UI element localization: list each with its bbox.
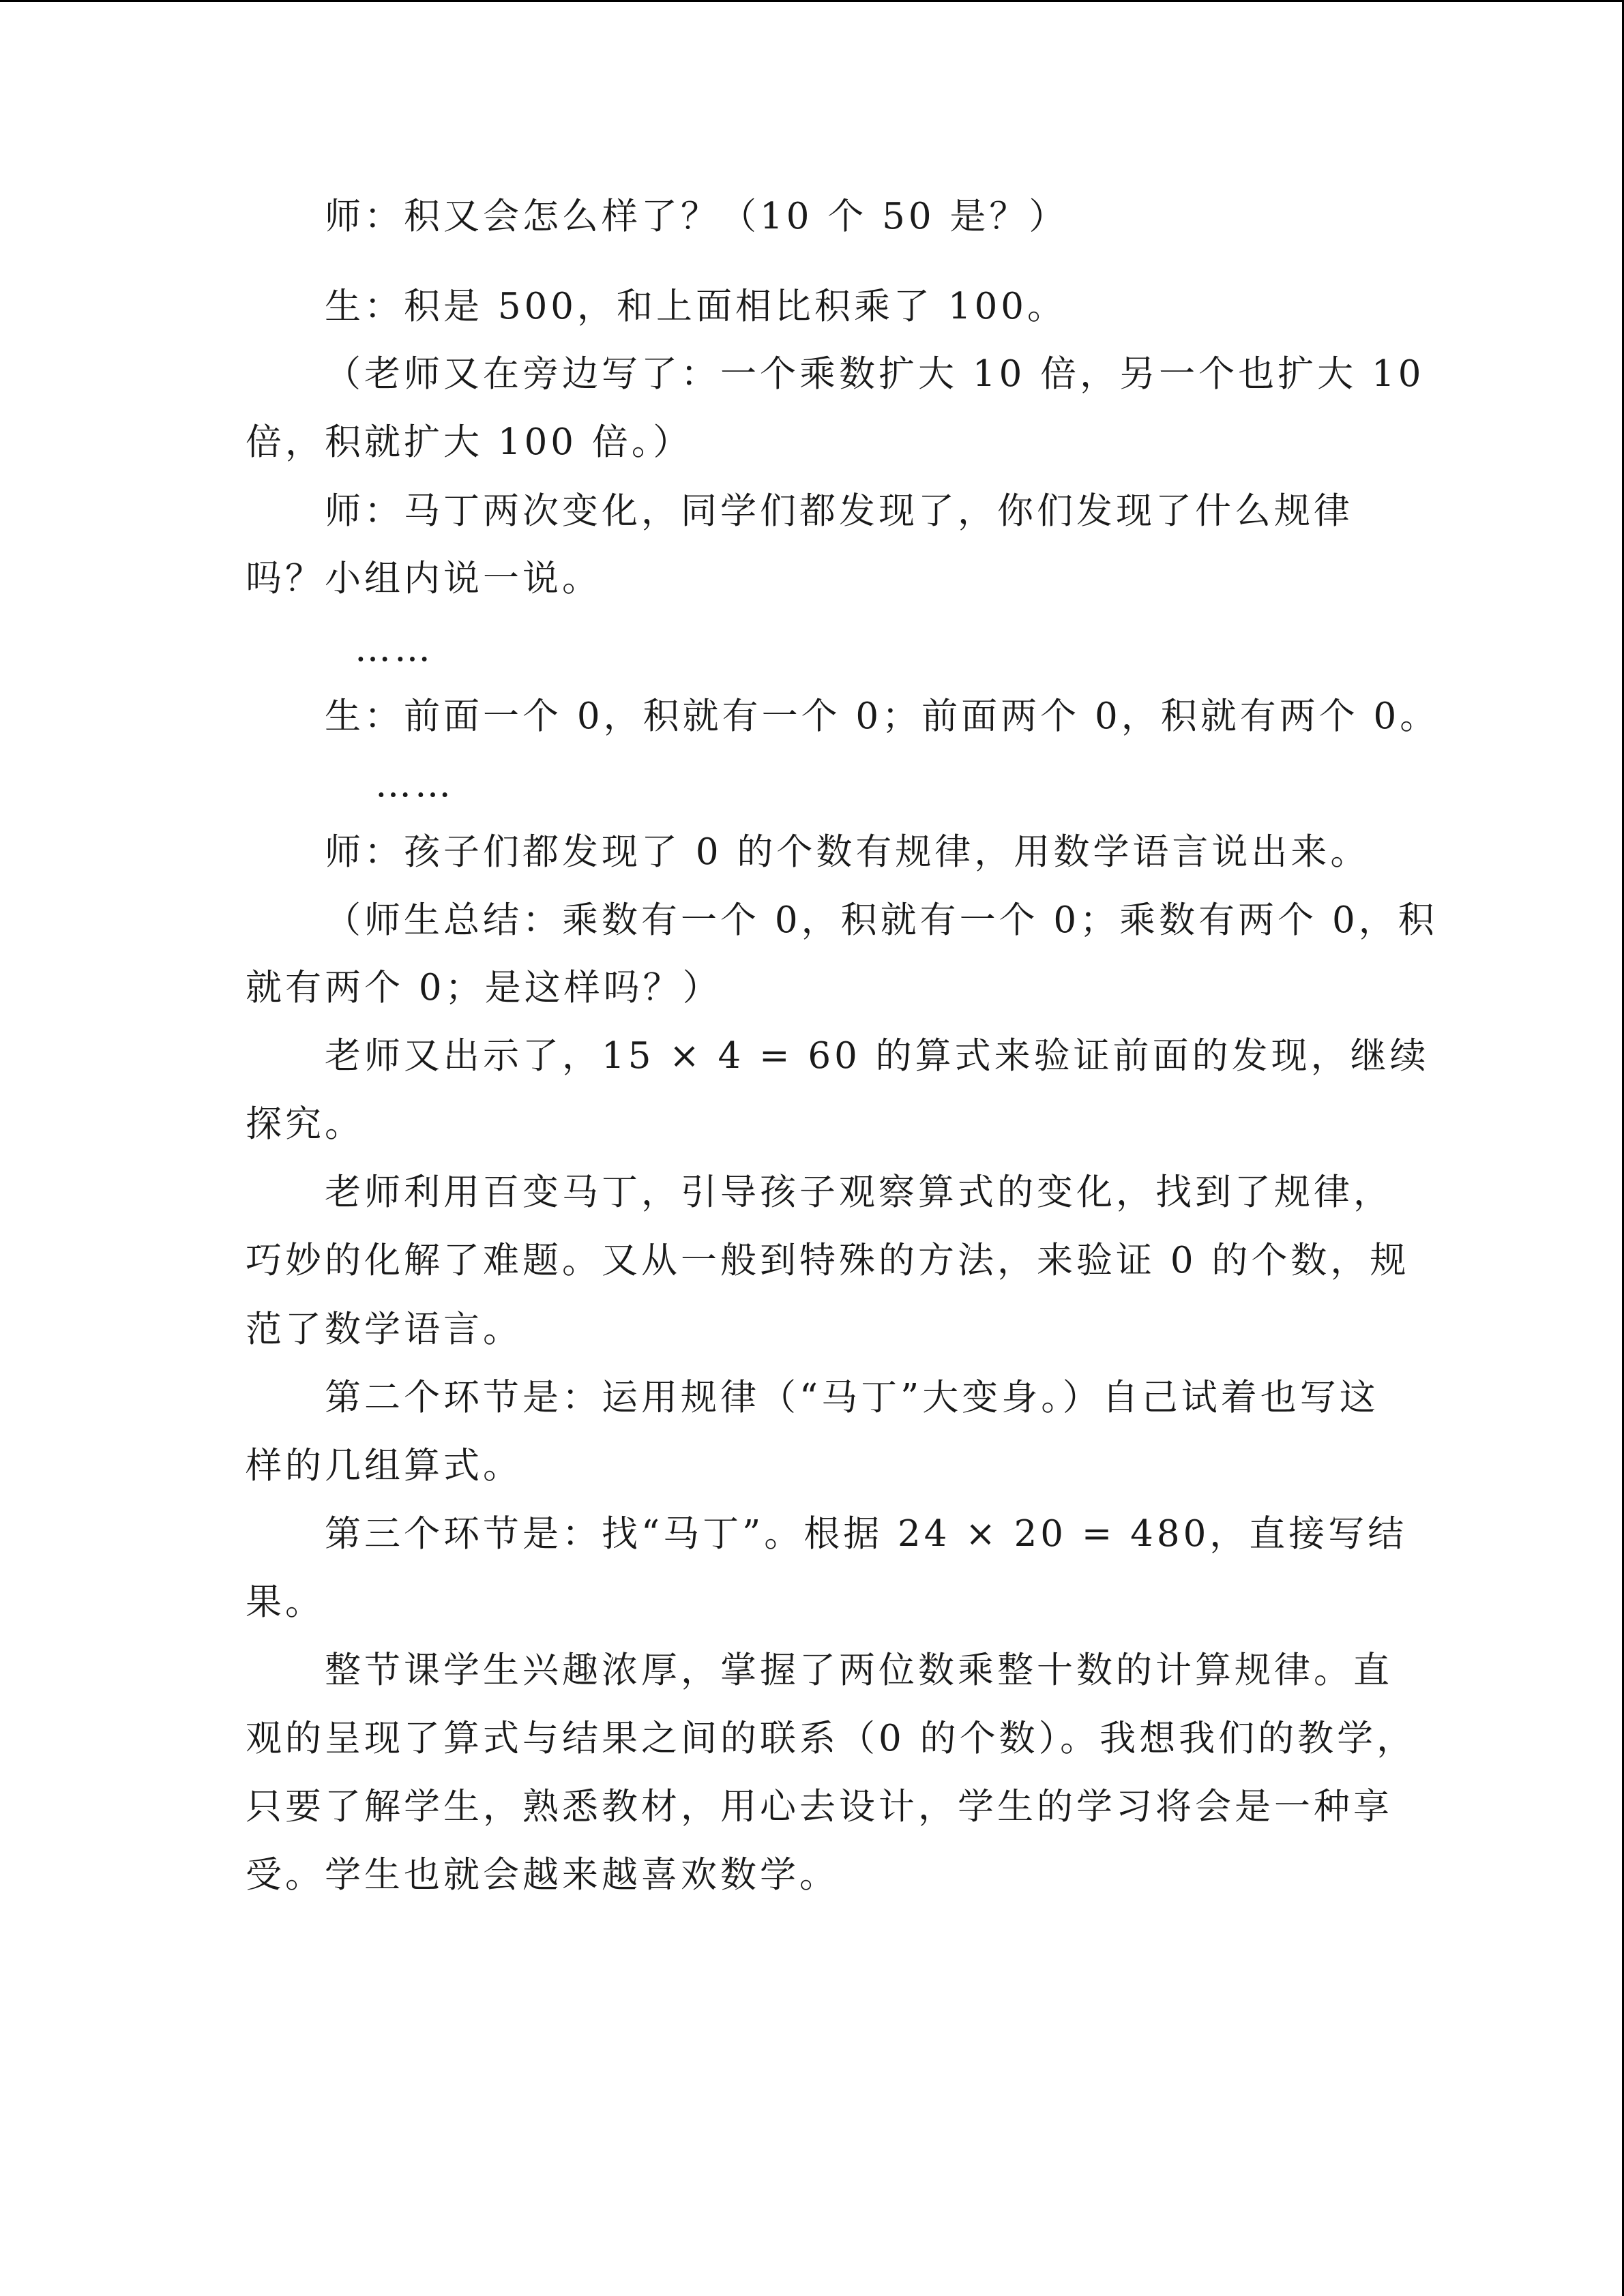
text-line-8: 师：孩子们都发现了 0 的个数有规律，用数学语言说出来。 xyxy=(325,831,1370,873)
text-line-20: 整节课学生兴趣浓厚，掌握了两位数乘整十数的计算规律。直 xyxy=(325,1650,1393,1691)
text-line-6: 吗？小组内说一说。 xyxy=(246,558,602,599)
text-line-18: 第三个环节是：找“马丁”。根据 24 × 20 = 480，直接写结 xyxy=(325,1513,1408,1555)
text-line-1: 师：积又会怎么样了？（10 个 50 是？） xyxy=(325,196,1069,237)
top-border-rule xyxy=(0,0,1624,2)
ellipsis-line-1: …… xyxy=(355,628,434,670)
text-line-15: 范了数学语言。 xyxy=(246,1309,522,1350)
text-line-2: 生：积是 500，和上面相比积乘了 100。 xyxy=(325,286,1067,327)
text-line-23: 受。学生也就会越来越喜欢数学。 xyxy=(246,1854,839,1896)
text-line-14: 巧妙的化解了难题。又从一般到特殊的方法，来验证 0 的个数，规 xyxy=(246,1240,1410,1281)
text-line-21: 观的呈现了算式与结果之间的联系（0 的个数）。我想我们的教学， xyxy=(246,1718,1417,1759)
text-line-12: 探究。 xyxy=(246,1103,364,1145)
text-line-7: 生：前面一个 0，积就有一个 0；前面两个 0，积就有两个 0。 xyxy=(325,696,1440,737)
text-line-5: 师：马丁两次变化，同学们都发现了，你们发现了什么规律 xyxy=(325,490,1353,532)
text-line-11: 老师又出示了，15 × 4 = 60 的算式来验证前面的发现，继续 xyxy=(325,1035,1430,1077)
text-line-9: （师生总结：乘数有一个 0，积就有一个 0；乘数有两个 0，积 xyxy=(325,899,1438,941)
text-line-16: 第二个环节是：运用规律（“马丁”大变身。）自己试着也写这 xyxy=(325,1377,1379,1418)
text-line-10: 就有两个 0；是这样吗？） xyxy=(246,967,722,1009)
ellipsis-line-2: …… xyxy=(375,764,454,805)
text-line-17: 样的几组算式。 xyxy=(246,1445,522,1487)
text-line-4: 倍，积就扩大 100 倍。） xyxy=(246,421,693,463)
text-line-13: 老师利用百变马丁，引导孩子观察算式的变化，找到了规律， xyxy=(325,1172,1393,1213)
text-line-3: （老师又在旁边写了：一个乘数扩大 10 倍，另一个也扩大 10 xyxy=(325,353,1425,395)
text-line-19: 果。 xyxy=(246,1581,325,1623)
text-line-22: 只要了解学生，熟悉教材，用心去设计，学生的学习将会是一种享 xyxy=(246,1786,1393,1828)
